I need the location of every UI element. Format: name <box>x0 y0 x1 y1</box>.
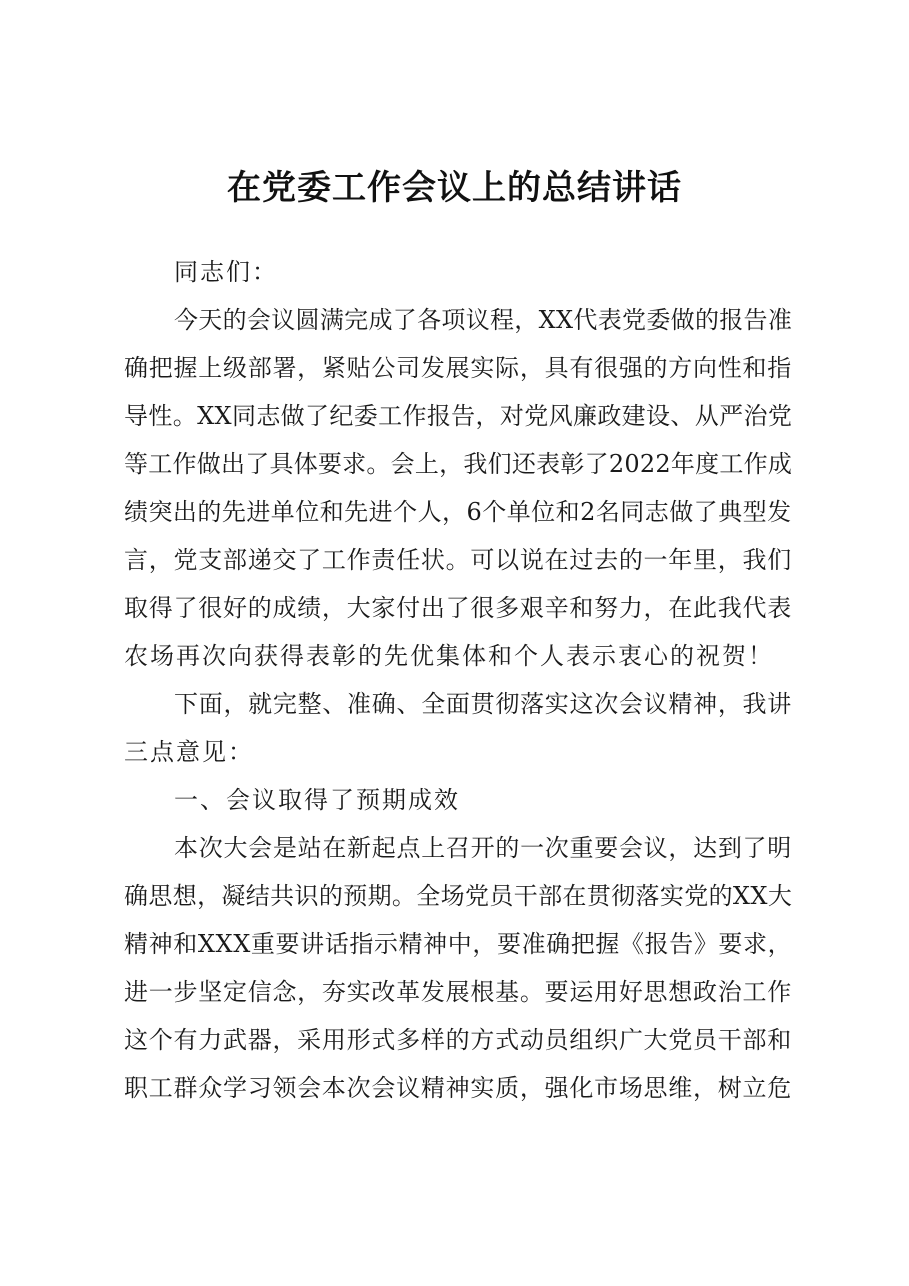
body-line: 今天的会议圆满完成了各项议程，XX代表党委做的报告准 <box>174 306 793 334</box>
body-line: 取得了很好的成绩，大家付出了很多艰辛和努力，在此我代表 <box>124 594 792 622</box>
document-body <box>124 248 792 1112</box>
body-line: 确思想，凝结共识的预期。全场党员干部在贯彻落实党的XX大 <box>124 882 793 910</box>
document-title: 在党委工作会议上的总结讲话 <box>227 168 682 208</box>
body-line: 本次大会是站在新起点上召开的一次重要会议，达到了明 <box>174 834 792 862</box>
body-line: 确把握上级部署，紧贴公司发展实际，具有很强的方向性和指 <box>124 354 792 382</box>
body-line: 精神和XXX重要讲话指示精神中，要准确把握《报告》要求， <box>124 930 793 958</box>
body-line: 下面，就完整、准确、全面贯彻落实这次会议精神，我讲 <box>174 690 792 718</box>
body-line: 农场再次向获得表彰的先优集体和个人表示衷心的祝贺！ <box>124 642 774 670</box>
body-line: 一、会议取得了预期成效 <box>174 786 460 814</box>
body-line: 同志们： <box>174 258 278 286</box>
body-line: 绩突出的先进单位和先进个人，6个单位和2名同志做了典型发 <box>124 498 792 526</box>
body-line: 进一步坚定信念，夯实改革发展根基。要运用好思想政治工作 <box>124 978 792 1006</box>
body-line: 言，党支部递交了工作责任状。可以说在过去的一年里，我们 <box>124 546 792 574</box>
body-line: 导性。XX同志做了纪委工作报告，对党风廉政建设、从严治党 <box>124 402 793 430</box>
body-line: 三点意见： <box>124 738 254 766</box>
body-line: 职工群众学习领会本次会议精神实质，强化市场思维，树立危 <box>124 1074 792 1102</box>
body-line: 这个有力武器，采用形式多样的方式动员组织广大党员干部和 <box>124 1026 792 1054</box>
body-line: 等工作做出了具体要求。会上，我们还表彰了2022年度工作成 <box>124 450 793 478</box>
